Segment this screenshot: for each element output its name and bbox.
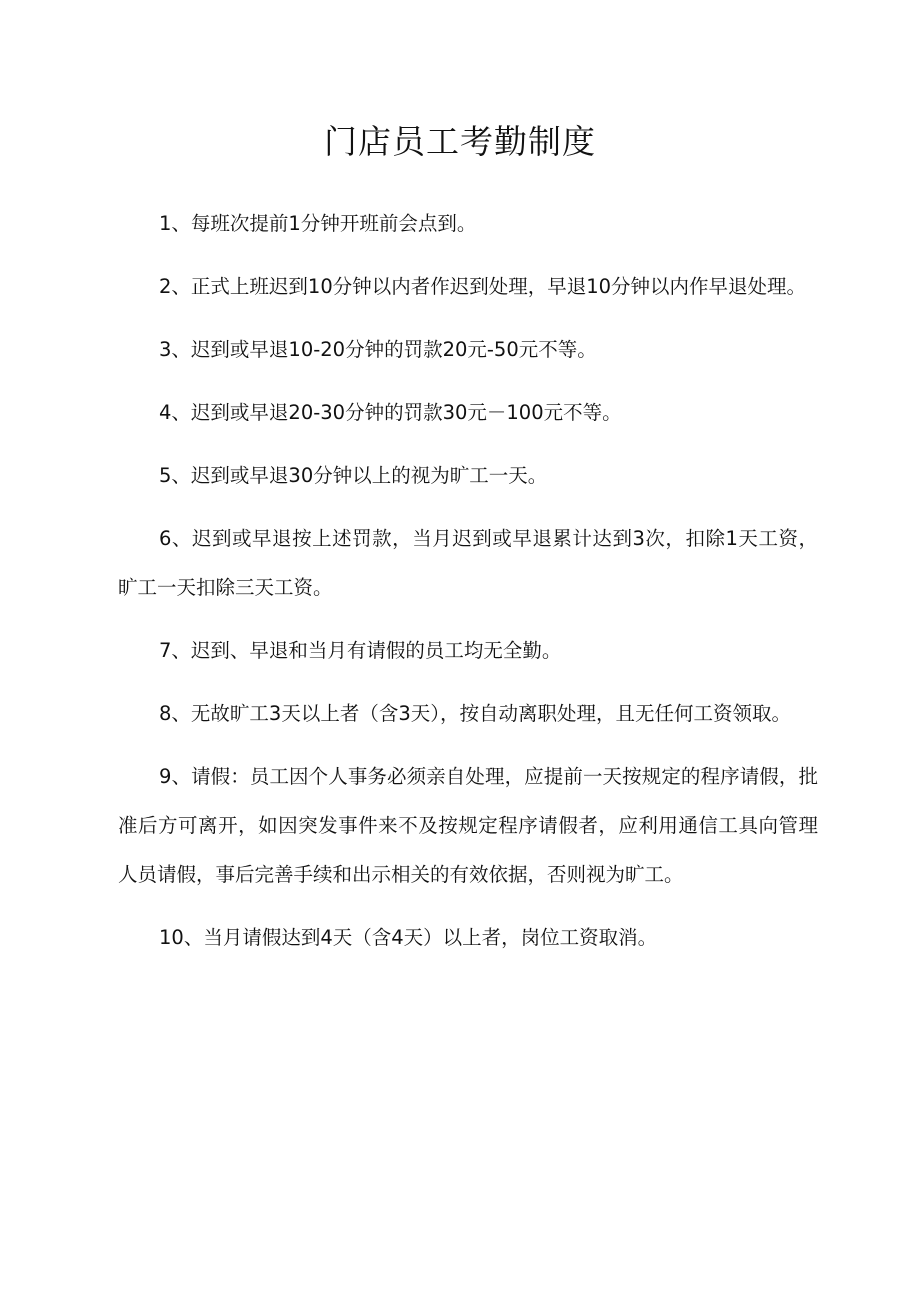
rule-item-10: 10、当月请假达到4天（含4天）以上者，岗位工资取消。 bbox=[159, 926, 658, 949]
rule-item-2: 2、正式上班迟到10分钟以内者作迟到处理，早退10分钟以内作早退处理。 bbox=[159, 275, 807, 298]
rule-item-5: 5、迟到或早退30分钟以上的视为旷工一天。 bbox=[159, 464, 548, 487]
rule-item-8: 8、无故旷工3天以上者（含3天），按自动离职处理，且无任何工资领取。 bbox=[159, 702, 791, 725]
rule-item-3: 3、迟到或早退10-20分钟的罚款20元-50元不等。 bbox=[159, 338, 597, 361]
rule-item-7: 7、迟到、早退和当月有请假的员工均无全勤。 bbox=[159, 639, 562, 662]
rule-item-9: 9、请假：员工因个人事务必须亲自处理，应提前一天按规定的程序请假，批准后方可离开，如因突发事件来不及按规定程序请假者，应利用通信工具向管理人员请假，事后完善手续和出示相关的有效依据，否则视为旷工。 bbox=[118, 765, 818, 886]
rule-item-6: 6、迟到或早退按上述罚款，当月迟到或早退累计达到3次，扣除1天工资，旷工一天扣除三天工资。 bbox=[118, 527, 818, 599]
rules-list bbox=[118, 199, 818, 976]
rule-item-1: 1、每班次提前1分钟开班前会点到。 bbox=[159, 212, 477, 235]
document-title: 门店员工考勤制度 bbox=[324, 122, 596, 161]
rule-item-4: 4、迟到或早退20-30分钟的罚款30元－100元不等。 bbox=[159, 401, 622, 424]
